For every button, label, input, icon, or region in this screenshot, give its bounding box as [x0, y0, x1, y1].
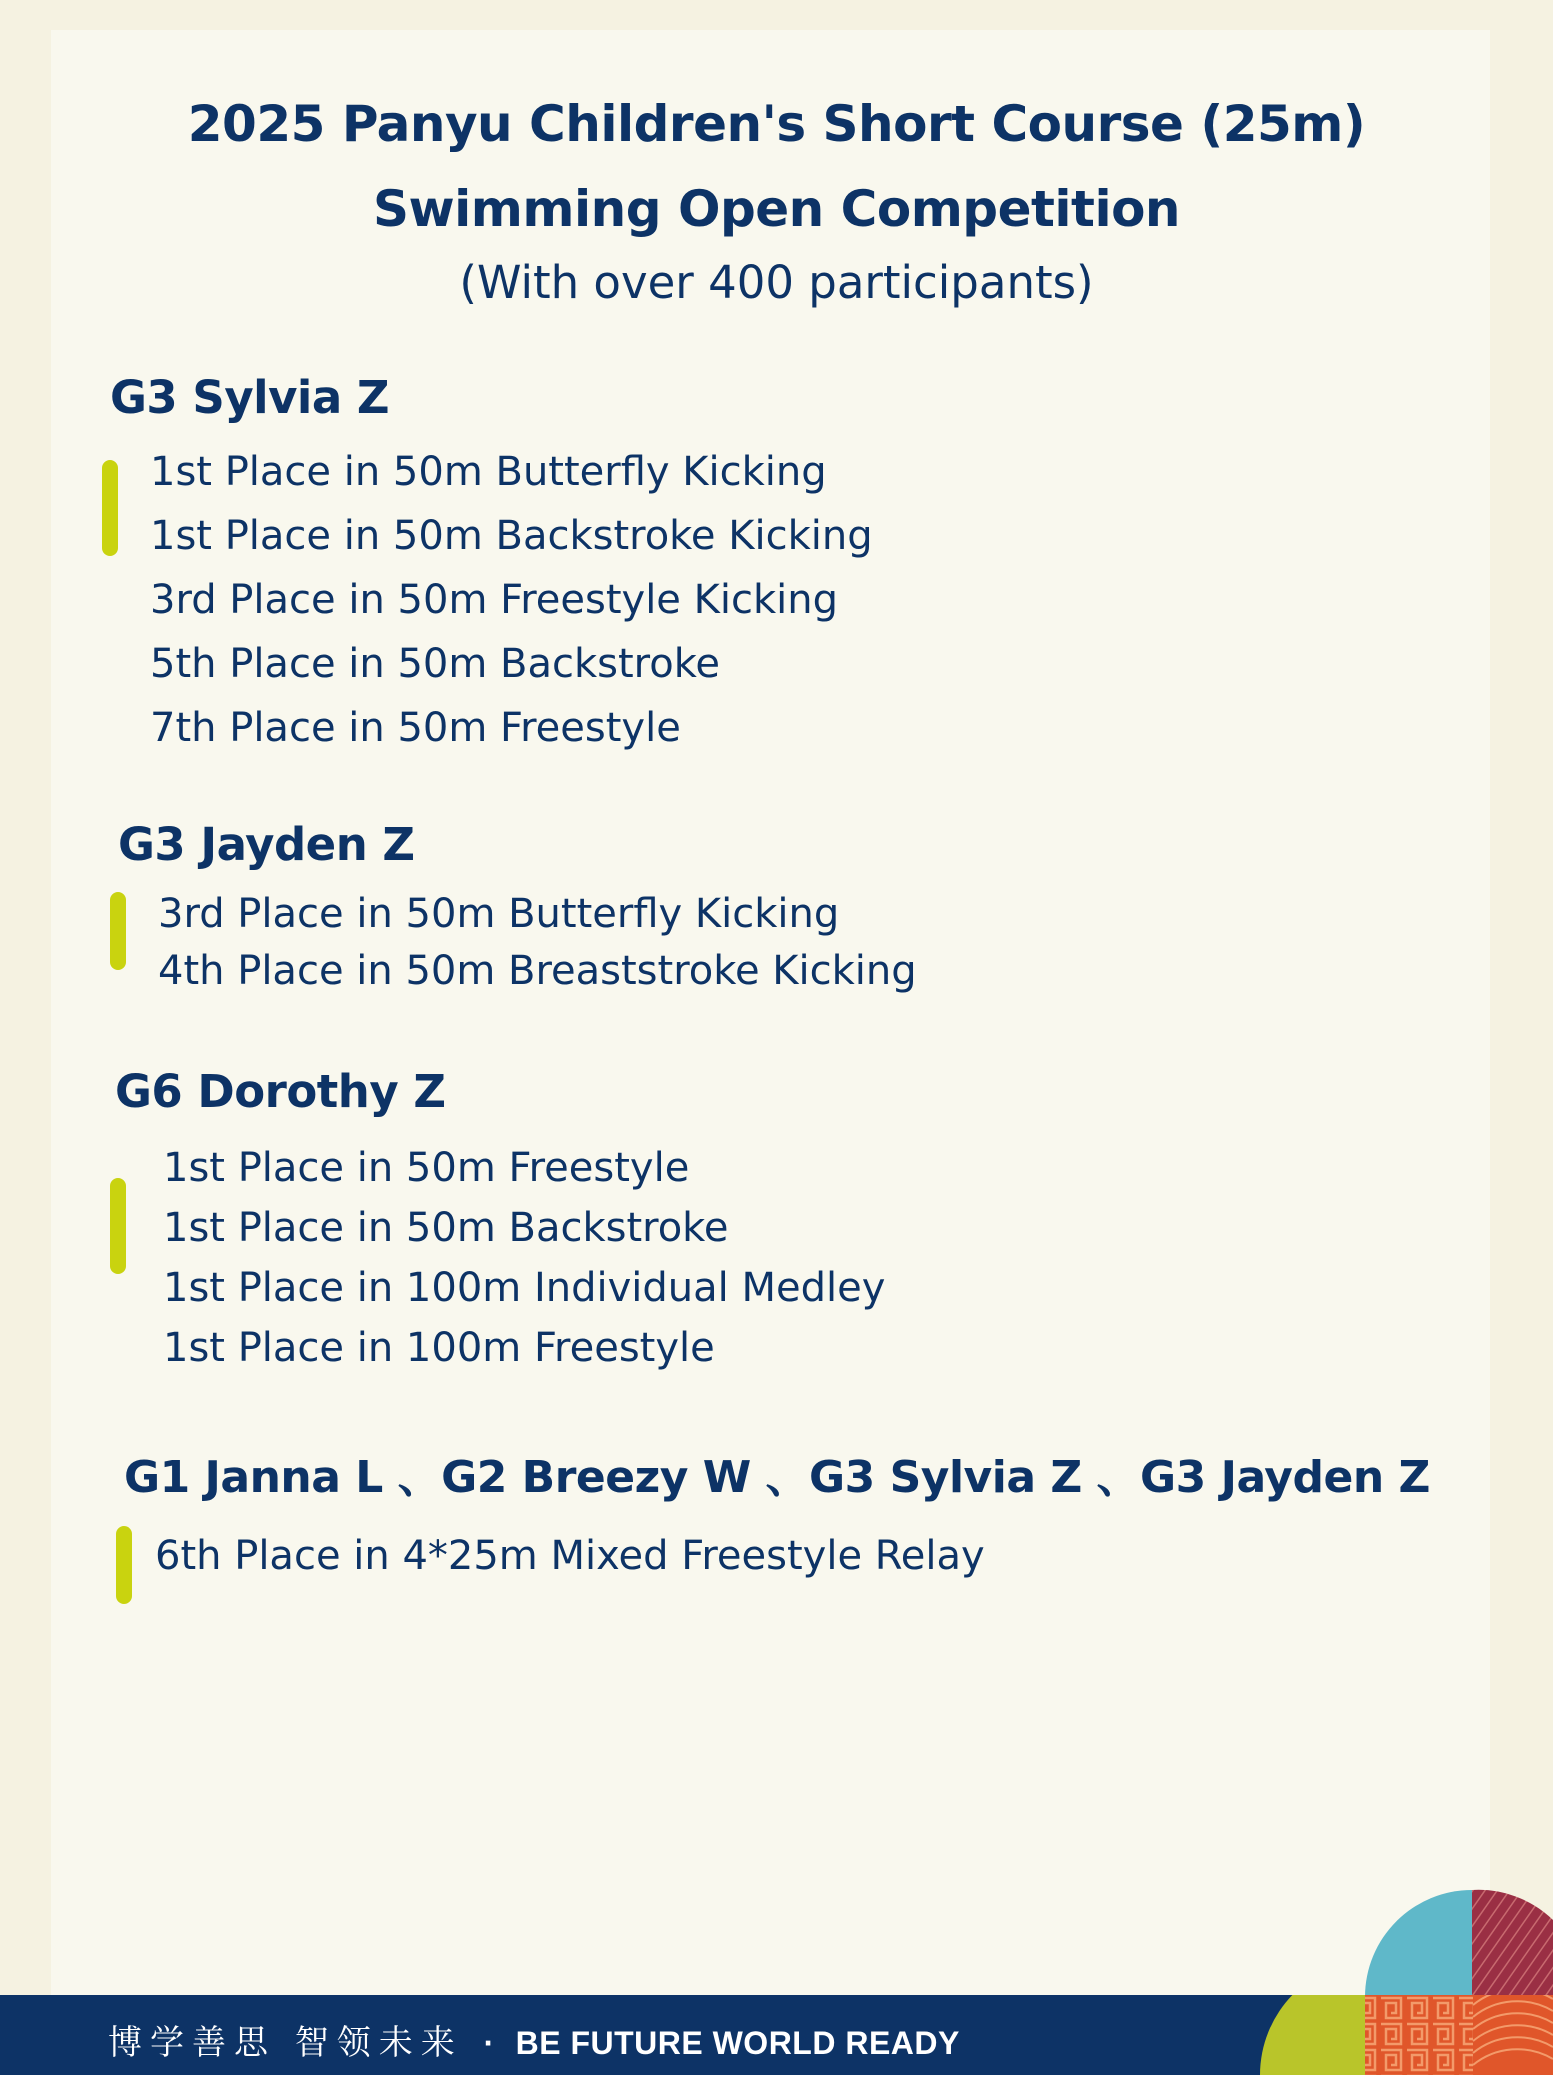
award-item: 1st Place in 50m Backstroke Kicking	[150, 513, 873, 559]
award-item: 5th Place in 50m Backstroke	[150, 641, 721, 687]
orange-maze-block	[1365, 1995, 1473, 2075]
award-item: 1st Place in 50m Freestyle	[163, 1145, 690, 1191]
footer-decoration-graphic	[0, 1995, 1553, 2075]
page-title-line2: Swimming Open Competition	[372, 180, 1181, 238]
award-item: 7th Place in 50m Freestyle	[150, 705, 681, 751]
page-title-line1: 2025 Panyu Children's Short Course (25m)	[187, 95, 1366, 153]
award-item: 1st Place in 100m Individual Medley	[163, 1265, 886, 1311]
award-item: 1st Place in 50m Butterfly Kicking	[150, 449, 827, 495]
lime-half-circle	[1260, 1995, 1375, 2075]
award-item: 6th Place in 4*25m Mixed Freestyle Relay	[155, 1533, 985, 1579]
maroon-quarter-circle	[1472, 1890, 1553, 1997]
section-name: G1 Janna L 、G2 Breezy W 、G3 Sylvia Z 、G3 Jayden Z	[124, 1452, 1430, 1503]
section-name: G6 Dorothy Z	[115, 1065, 446, 1118]
footer-slogan-en: BE FUTURE WORLD READY	[515, 2025, 960, 2061]
footer-bar	[0, 1995, 1553, 2075]
blue-quarter-circle	[1365, 1890, 1472, 1997]
footer-slogan-cn: 博学善思 智领未来	[108, 2023, 463, 2063]
award-item: 3rd Place in 50m Freestyle Kicking	[150, 577, 838, 623]
orange-arc-block	[1473, 1995, 1553, 2075]
award-item: 1st Place in 50m Backstroke	[163, 1205, 729, 1251]
award-item: 3rd Place in 50m Butterfly Kicking	[158, 891, 840, 937]
page-subtitle: (With over 400 participants)	[459, 256, 1094, 309]
award-item: 1st Place in 100m Freestyle	[163, 1325, 715, 1371]
section-name: G3 Sylvia Z	[110, 371, 390, 424]
footer-separator: ·	[483, 2025, 495, 2061]
award-item: 4th Place in 50m Breaststroke Kicking	[158, 948, 917, 994]
section-name: G3 Jayden Z	[118, 818, 415, 871]
